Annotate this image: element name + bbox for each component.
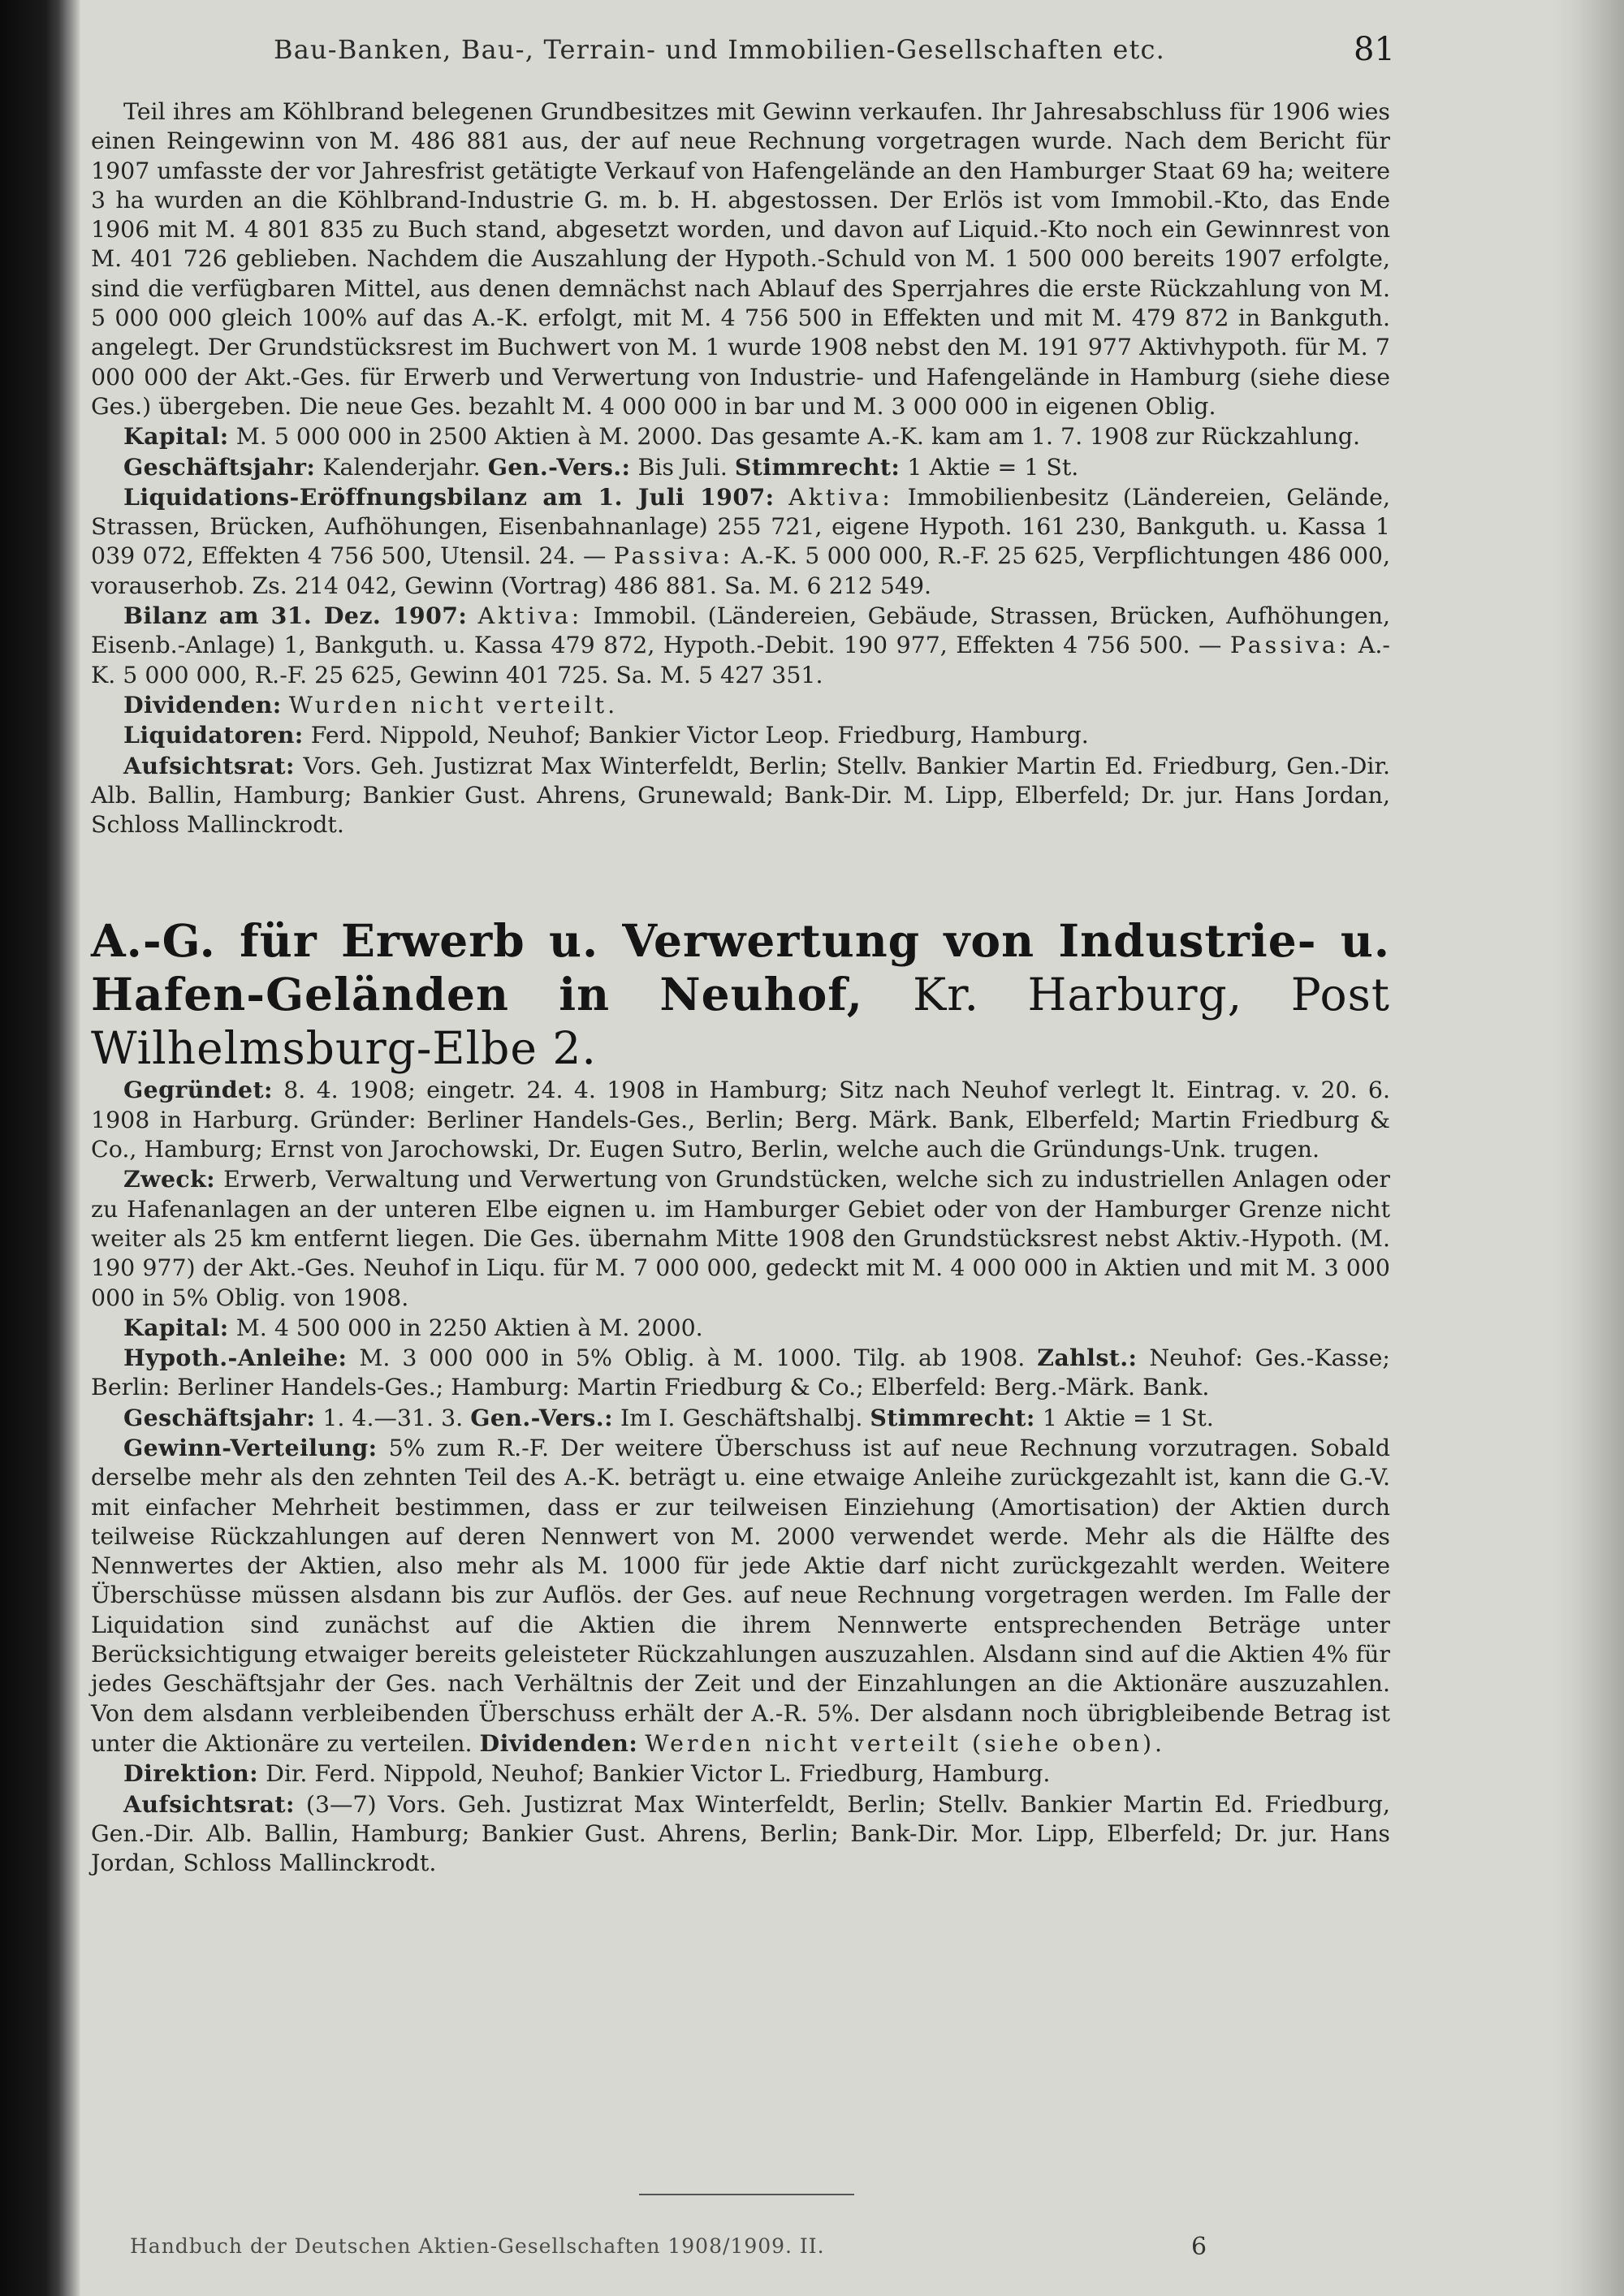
aktiva-label: Aktiva: (788, 483, 893, 511)
company-aufsichtsrat-label: Aufsichtsrat: (123, 1789, 295, 1818)
previous-company-entry (91, 97, 1390, 839)
hypoth-anleihe-paragraph (91, 1343, 1390, 1403)
company-dividenden-label: Dividenden: (479, 1728, 638, 1757)
bilanz-passiva: A.-K. 5 000 000, R.-F. 25 625, Gewinn 401 725. Sa. M. 5 427 351. (91, 632, 1391, 688)
book-spine-shadow (0, 0, 81, 2296)
direktion-paragraph (91, 1759, 1390, 1789)
zweck-paragraph (91, 1164, 1390, 1312)
company-dividenden-text: Werden nicht verteilt (siehe oben). (645, 1729, 1166, 1757)
direktion-label: Direktion: (123, 1759, 259, 1788)
hypoth-anleihe-text: M. 3 000 000 in 5% Oblig. à M. 1000. Tilg. ab 1908. (359, 1344, 1026, 1372)
geschaeftsjahr-text: Kalenderjahr. (322, 453, 481, 481)
section-spacer (91, 839, 1390, 914)
company-kapital-paragraph (91, 1313, 1390, 1343)
gen-vers-label: Gen.-Vers.: (487, 452, 631, 481)
eroeffnungsbilanz-aktiva: Immobilienbesitz (Ländereien, Gelände, Strassen, Brücken, Aufhöhungen, Eisenbahnanlage) 255 721, eigene Hypoth. 161 230, Bankguth. u. Kassa 1 039 072, Effekten 4 756 500, Utensil. 24. — (91, 483, 1391, 570)
direktion-text: Dir. Ferd. Nippold, Neuhof; Bankier Victor L. Friedburg, Hamburg. (266, 1760, 1051, 1788)
bilanz-paragraph (91, 601, 1390, 690)
dividenden-paragraph (91, 690, 1390, 720)
company-entry (91, 914, 1390, 1878)
passiva-label: Passiva: (613, 542, 734, 570)
company-geschaeftsjahr-text: 1. 4.—31. 3. (322, 1404, 464, 1431)
zahlstellen-label: Zahlst.: (1037, 1344, 1138, 1372)
entry-intro-paragraph: Teil ihres am Köhlbrand belegenen Grundbesitzes mit Gewinn verkaufen. Ihr Jahresabschluss für 1906 wies einen Reingewinn von M. 486 881 aus, der auf neue Rechnung vorgetragen wurde. Nach dem Bericht für 1907 umfasste der vor Jahresfrist getätigte Verkauf von Hafengelände an den Hamburger Staat 69 ha; weitere 3 ha wurden an die Köhlbrand-Industrie G. m. b. H. abgestossen. Der Erlös ist vom Immobil.-Kto, das Ende 1906 mit M. 4 801 835 zu Buch stand, abgesetzt worden, und davon auf Liquid.-Kto noch ein Gewinnrest von M. 401 726 geblieben. Nachdem die Auszahlung der Hypoth.-Schuld von M. 1 500 000 bereits 1907 erfolgte, sind die verfügbaren Mittel, aus denen demnächst nach Ablauf des Sperrjahres die erste Rückzahlung von M. 5 000 000 gleich 100% auf das A.-K. erfolgt, mit M. 4 756 500 in Effekten und mit M. 479 872 in Bankguth. angelegt. Der Grundstücksrest im Buchwert von M. 1 wurde 1908 nebst den M. 191 977 Aktivhypoth. für M. 7 000 000 der Akt.-Ges. für Erwerb und Verwertung von Industrie- und Hafengelände in Hamburg (siehe diese Ges.) übergeben. Die neue Ges. bezahlt M. 4 000 000 in bar und M. 3 000 000 in eigenen Oblig. (91, 98, 1390, 420)
aufsichtsrat-label: Aufsichtsrat: (123, 751, 295, 779)
dividenden-text: Wurden nicht verteilt. (288, 691, 619, 719)
company-kapital-text: M. 4 500 000 in 2250 Aktien à M. 2000. (235, 1314, 703, 1341)
company-stimmrecht-text: 1 Aktie = 1 St. (1042, 1404, 1214, 1431)
company-title: A.-G. für Erwerb u. Verwertung von Industrie- u. Hafen-Geländen in Neuhof, (91, 914, 1390, 1021)
gewinn-verteilung-label: Gewinn-Verteilung: (123, 1433, 378, 1461)
company-aufsichtsrat-paragraph (91, 1789, 1390, 1879)
page-edge-shadow (1551, 0, 1624, 2296)
company-geschaeftsjahr-paragraph (91, 1403, 1390, 1433)
company-heading (91, 914, 1390, 1075)
gegruendet-text: 8. 4. 1908; eingetr. 24. 4. 1908 in Hamburg; Sitz nach Neuhof verlegt lt. Eintrag. v. 20. 6. 1908 in Harburg. Gründer: Berliner Handels-Ges., Berlin; Berg. Märk. Bank, Elberfeld; Martin Friedburg & Co., Hamburg; Ernst von Jarochowski, Dr. Eugen Sutro, Berlin, welche auch die Gründungs-Unk. trugen. (91, 1077, 1390, 1163)
company-aufsichtsrat-text: (3—7) Vors. Geh. Justizrat Max Winterfeldt, Berlin; Stellv. Bankier Martin Ed. Friedburg, Gen.-Dir. Alb. Ballin, Hamburg; Bankier Gust. Ahrens, Berlin; Bank-Dir. Mor. Lipp, Elberfeld; Dr. jur. Hans Jordan, Schloss Mallinckrodt. (91, 1790, 1390, 1877)
zweck-label: Zweck: (123, 1165, 216, 1193)
book-page (91, 0, 1553, 2296)
company-geschaeftsjahr-label: Geschäftsjahr: (123, 1403, 316, 1431)
eroeffnungsbilanz-passiva: A.-K. 5 000 000, R.-F. 25 625, Verpflichtungen 486 000, vorauserhob. Zs. 214 042, Gewinn (Vortrag) 486 881. Sa. M. 6 212 549. (91, 542, 1391, 599)
gegruendet-label: Gegründet: (123, 1076, 273, 1104)
signature-mark: 6 (1191, 2233, 1207, 2261)
hypoth-anleihe-label: Hypoth.-Anleihe: (123, 1344, 348, 1372)
gen-vers-text: Bis Juli. (637, 453, 728, 481)
liquidatoren-label: Liquidatoren: (123, 721, 304, 749)
footer-rule (639, 2194, 854, 2195)
bilanz-aktiva-label: Aktiva: (477, 602, 583, 630)
company-stimmrecht-label: Stimmrecht: (870, 1403, 1035, 1431)
gegruendet-paragraph (91, 1075, 1390, 1164)
aufsichtsrat-text: Vors. Geh. Justizrat Max Winterfeldt, Berlin; Stellv. Bankier Martin Ed. Friedburg, Gen.-Dir. Alb. Ballin, Hamburg; Bankier Gust. Ahrens, Grunewald; Bank-Dir. M. Lipp, Elberfeld; Dr. jur. Hans Jordan, Schloss Mallinckrodt. (91, 752, 1390, 839)
kapital-label: Kapital: (123, 422, 229, 451)
page-header (91, 29, 1395, 78)
company-kapital-label: Kapital: (123, 1313, 229, 1341)
bilanz-passiva-label: Passiva: (1229, 632, 1350, 659)
page-number: 81 (1354, 31, 1395, 68)
kapital-paragraph (91, 421, 1390, 451)
kapital-text: M. 5 000 000 in 2500 Aktien à M. 2000. Das gesamte A.-K. kam am 1. 7. 1908 zur Rückzahlung. (235, 423, 1361, 451)
liquidatoren-paragraph (91, 720, 1390, 750)
page-body (91, 97, 1390, 1878)
stimmrecht-text: 1 Aktie = 1 St. (907, 453, 1079, 481)
geschaeftsjahr-label: Geschäftsjahr: (123, 452, 316, 481)
company-location: Kr. Harburg, Post Wilhelmsburg-Elbe 2. (91, 969, 1390, 1075)
zweck-text: Erwerb, Verwaltung und Verwertung von Grundstücken, welche sich zu industriellen Anlagen oder zu Hafenanlagen an der unteren Elbe eignen u. im Hamburger Gebiet oder von der Hamburger Grenze nicht weiter als 25 km entfernt liegen. Die Ges. übernahm Mitte 1908 den Grundstücksrest nebst Aktiv.-Hypoth. (M. 190 977) der Akt.-Ges. Neuhof in Liqu. für M. 7 000 000, gedeckt mit M. 4 000 000 in Aktien und mit M. 3 000 000 in 5% Oblig. von 1908. (91, 1166, 1390, 1311)
stimmrecht-label: Stimmrecht: (734, 452, 901, 481)
aufsichtsrat-paragraph (91, 751, 1390, 840)
bilanz-aktiva: Immobil. (Ländereien, Gebäude, Strassen, Brücken, Aufhöhungen, Eisenb.-Anlage) 1, Bankguth. u. Kassa 479 872, Hypoth.-Debit. 190 977, Effekten 4 756 500. — (91, 602, 1390, 659)
eroeffnungsbilanz-label: Liquidations-Eröffnungsbilanz am 1. Juli 1907: (123, 482, 775, 511)
footer-title: Handbuch der Deutschen Aktien-Gesellschaften 1908/1909. II. (130, 2234, 825, 2258)
gewinn-verteilung-paragraph (91, 1433, 1390, 1759)
bilanz-label: Bilanz am 31. Dez. 1907: (123, 602, 468, 630)
company-gen-vers-label: Gen.-Vers.: (470, 1403, 613, 1431)
liquidatoren-text: Ferd. Nippold, Neuhof; Bankier Victor Leop. Friedburg, Hamburg. (310, 722, 1089, 749)
running-head: Bau-Banken, Bau-, Terrain- und Immobilien-Gesellschaften etc. (274, 34, 1166, 65)
eroeffnungsbilanz-paragraph (91, 482, 1390, 601)
page-footer (91, 2234, 1390, 2267)
company-gen-vers-text: Im I. Geschäftshalbj. (620, 1404, 863, 1431)
gewinn-verteilung-text: 5% zum R.-F. Der weitere Überschuss ist auf neue Rechnung vorzutragen. Sobald derselbe mehr als den zehnten Teil des A.-K. beträgt u. eine etwaige Anleihe zurückgezahlt ist, kann die G.-V. mit einfacher Mehrheit bestimmen, dass er zur teilweisen Einziehung (Amortisation) der Aktien durch teilweise Rückzahlungen auf deren Nennwert von M. 2000 verwendet werde. Mehr als die Hälfte des Nennwertes der Aktien, also mehr als M. 1000 für jede Aktie darf nicht zurückgezahlt werden. Weitere Überschüsse müssen alsdann bis zur Auflös. der Ges. auf neue Rechnung vorgetragen werden. Im Falle der Liquidation sind zunächst auf die Aktien die ihrem Nennwerte entsprechenden Beträge unter Berücksichtigung etwaiger bereits geleisteter Rückzahlungen auszuzahlen. Alsdann sind auf die Aktien 4% für jedes Geschäftsjahr der Ges. nach Verhältnis der Zeit und der Einzahlungen an die Aktionäre auszuzahlen. Von dem alsdann verbleibenden Überschuss erhält der A.-R. 5%. Der alsdann noch übrigbleibende Betrag ist unter die Aktionäre zu verteilen. (91, 1434, 1390, 1757)
zahlstellen-text: Neuhof: Ges.-Kasse; Berlin: Berliner Handels-Ges.; Hamburg: Martin Friedburg & Co.; Elberfeld: Berg.-Märk. Bank. (91, 1344, 1390, 1401)
geschaeftsjahr-paragraph (91, 452, 1390, 482)
dividenden-label: Dividenden: (123, 690, 282, 719)
